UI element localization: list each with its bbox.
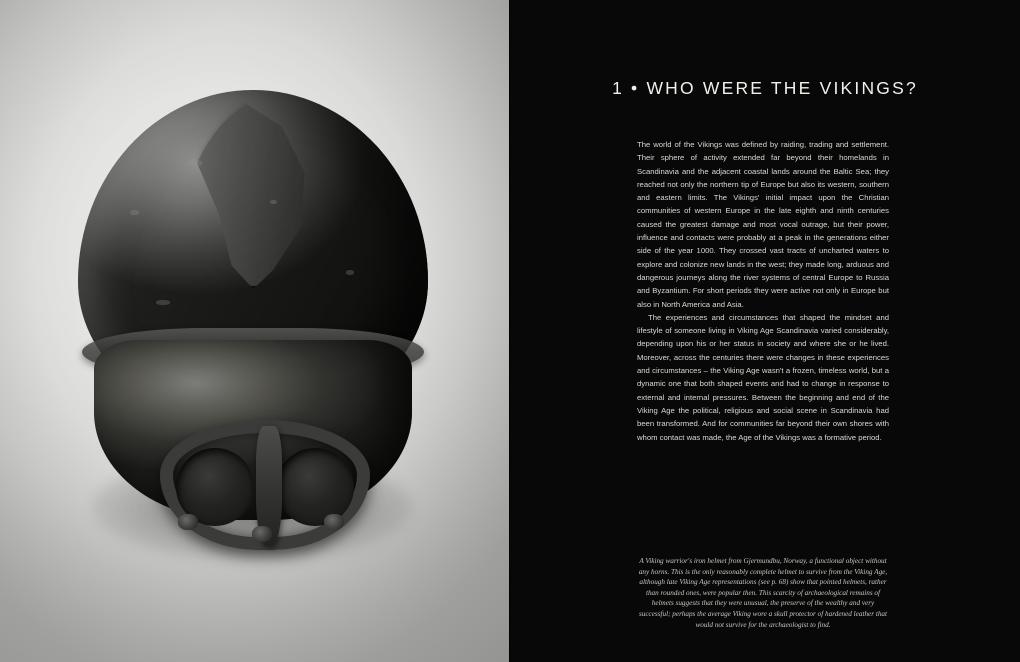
corrosion-speck <box>130 210 139 215</box>
right-page-text <box>510 0 1020 662</box>
corrosion-speck <box>190 160 202 166</box>
helmet-rivet <box>252 526 272 542</box>
helmet-rivet <box>324 514 344 530</box>
body-paragraph: The experiences and circumstances that shaped the mindset and lifestyle of someone living in Viking Age Scandinavia varied considerably, depending upon his or her status in society and where she or he lived. Moreover, across the centuries there were changes in these experiences and circumstances – the Viking Age wasn't a frozen, timeless world, but a dynamic one that both shaped events and had to change in response to external and internal pressures. Between the beginning and end of the Viking Age the political, religious and social scene in Scandinavia had been transformed. And for communities far beyond their own shores with whom contact was made, the Age of the Vikings was a formative period. <box>637 312 889 442</box>
chapter-title: 1 • WHO WERE THE VIKINGS? <box>612 78 918 98</box>
body-text-column <box>637 138 889 444</box>
corrosion-speck <box>346 270 354 275</box>
helmet-rivet <box>178 514 198 530</box>
body-paragraph: The world of the Vikings was defined by raiding, trading and settlement. Their sphere of activity extended far beyond their homelands in Scandinavia and the adjacent coastal lands around the Baltic Sea; they reached not only the northern tip of Europe but also its western, southern and eastern limits. The Vikings' initial impact upon the Christian communities of western Europe in the late eighth and ninth centuries caused the greatest damage and most vocal outrage, but their power, influence and contacts were probably at a peak in the generations either side of the year 1000. They crossed vast tracts of uncharted waters to explore and colonize new lands in the west; they made long, arduous and dangerous journeys along the river systems of central Europe to Russia and Byzantium. For short periods they were active not only in Europe but also in North America and Asia. <box>637 140 889 309</box>
corrosion-speck <box>270 200 277 204</box>
photo-caption: A Viking warrior's iron helmet from Gjermundbu, Norway, a functional object without any horns. This is the only reasonably complete helmet to survive from the Viking Age, although late Viking Age representations (see p. 68) show that pointed helmets, rather than rounded ones, were popular then. This scarcity of archaeological remains of helmets suggests that they were unusual, the preserve of the wealthy and very successful; perhaps the average Viking wore a skull protector of hardened leather that would not survive for the archaeologist to find. <box>638 557 888 629</box>
helmet-eye-hole-right <box>276 448 354 526</box>
viking-helmet-image <box>60 90 450 520</box>
corrosion-speck <box>156 300 170 305</box>
